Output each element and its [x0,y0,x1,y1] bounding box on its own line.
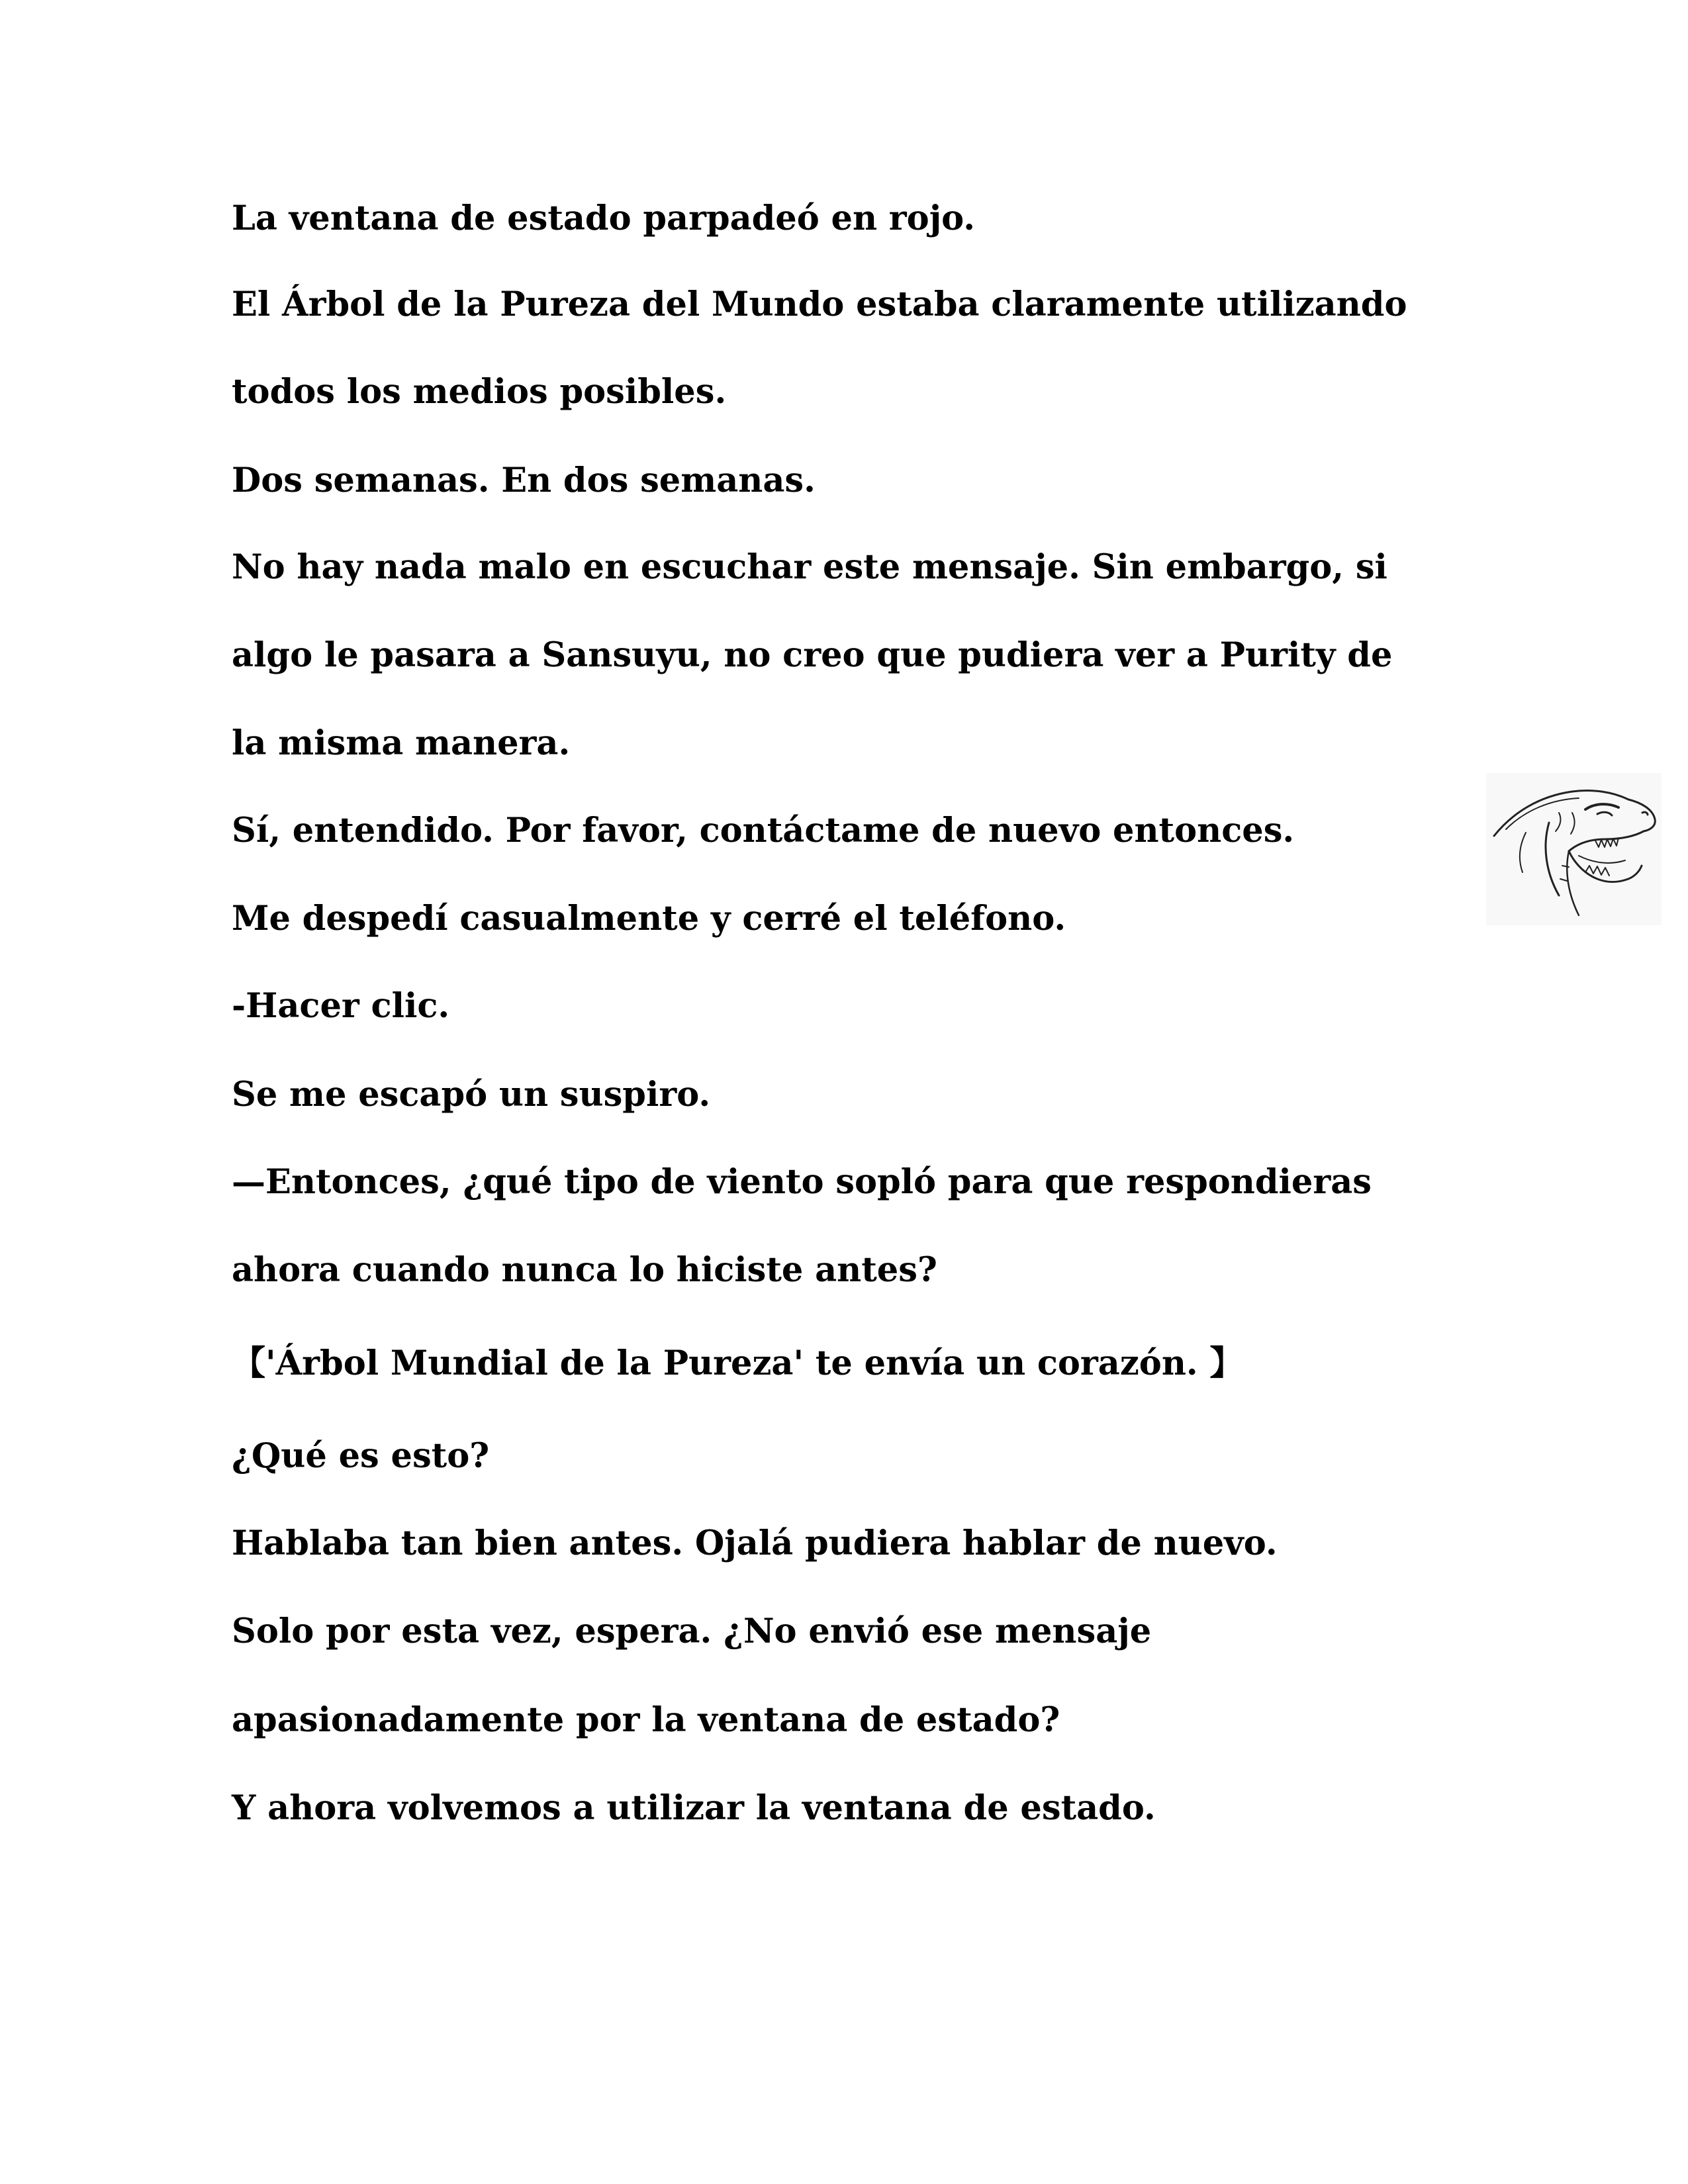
text-line: Dos semanas. En dos semanas. [232,461,816,500]
text-line: -Hacer clic. [232,986,450,1026]
text-line: ¿Qué es esto? [232,1436,490,1476]
text-line: Se me escapó un suspiro. [232,1075,711,1115]
text-line: Hablaba tan bien antes. Ojalá pudiera hablar de nuevo. [232,1524,1278,1563]
text-line: Solo por esta vez, espera. ¿No envió ese mensaje [232,1612,1152,1651]
text-line: algo le pasara a Sansuyu, no creo que pudiera ver a Purity de [232,635,1393,675]
dinosaur-head-icon [1486,773,1662,925]
text-line: Y ahora volvemos a utilizar la ventana de estado. [232,1788,1156,1828]
text-line: No hay nada malo en escuchar este mensaje. Sin embargo, si [232,547,1387,587]
text-line: Sí, entendido. Por favor, contáctame de nuevo entonces. [232,811,1295,850]
text-line: El Árbol de la Pureza del Mundo estaba claramente utilizando [232,285,1407,324]
text-line: 【'Árbol Mundial de la Pureza' te envía un corazón. 】 [232,1343,1244,1383]
text-line: Me despedí casualmente y cerré el teléfono. [232,899,1066,938]
text-line: La ventana de estado parpadeó en rojo. [232,199,976,238]
text-line: —Entonces, ¿qué tipo de viento sopló para que respondieras [232,1162,1372,1202]
text-line: ahora cuando nunca lo hiciste antes? [232,1250,937,1290]
text-line: todos los medios posibles. [232,372,727,412]
text-line: la misma manera. [232,723,571,763]
text-line: apasionadamente por la ventana de estado? [232,1700,1060,1740]
